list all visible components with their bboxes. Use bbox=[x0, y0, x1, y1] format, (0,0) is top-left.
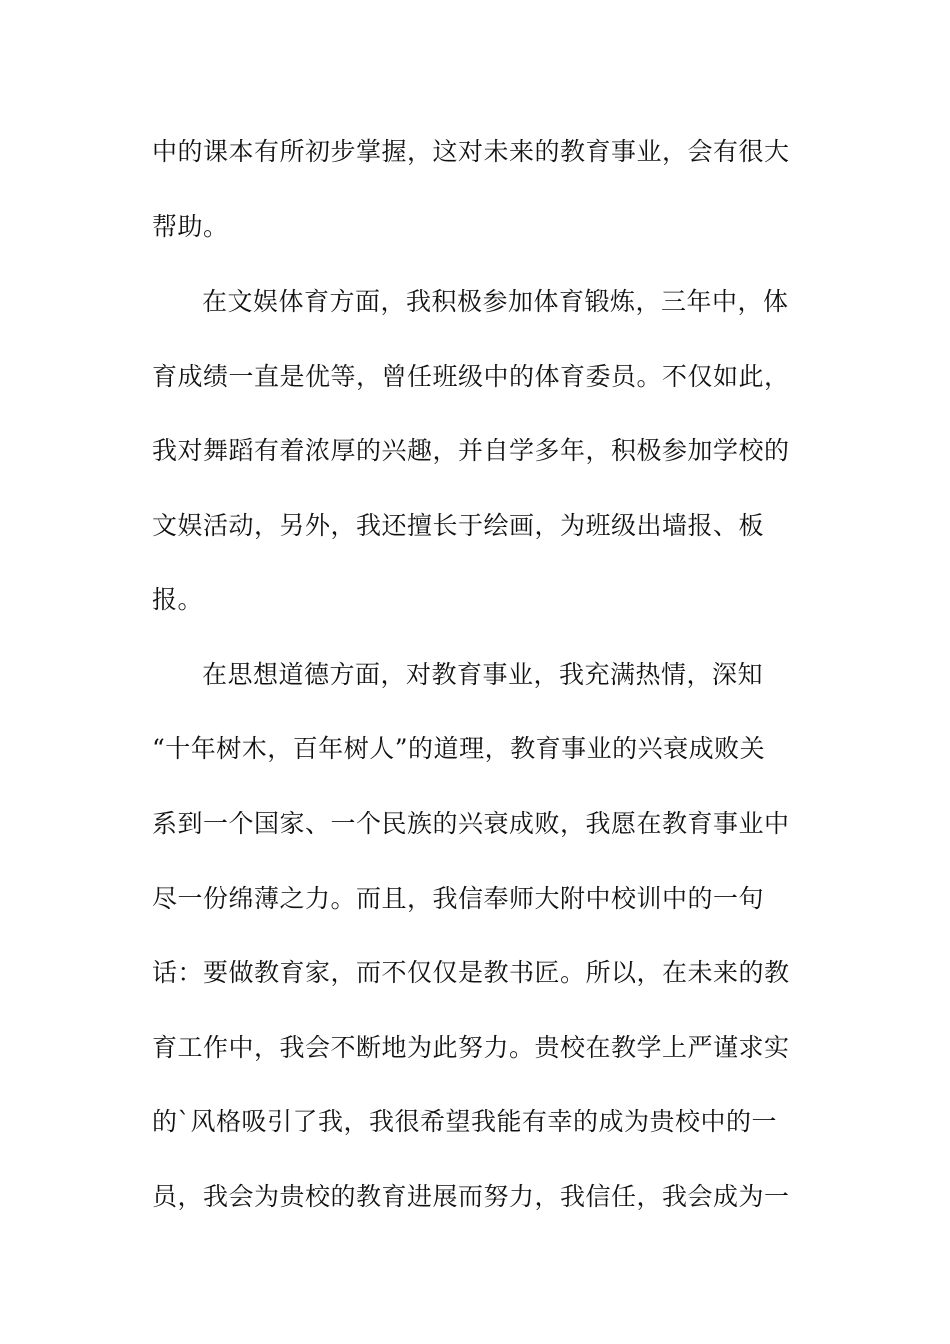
text-line: 话：要做教育家，而不仅仅是教书匠。所以，在未来的教 bbox=[152, 958, 790, 987]
paragraph-start-line: 在思想道德方面，对教育事业，我充满热情，深知 bbox=[202, 660, 764, 689]
paragraph-start-line: 在文娱体育方面，我积极参加体育锻炼，三年中，体 bbox=[202, 287, 789, 316]
text-line: 报。 bbox=[152, 585, 204, 614]
text-line: 帮助。 bbox=[152, 212, 229, 241]
text-line: 中的课本有所初步掌握，这对未来的教育事业，会有很大 bbox=[152, 137, 790, 166]
text-line: 育成绩一直是优等，曾任班级中的体育委员。不仅如此， bbox=[152, 362, 790, 391]
text-line: 文娱活动，另外，我还擅长于绘画，为班级出墙报、板 bbox=[152, 511, 765, 540]
text-line: 的`风格吸引了我，我很希望我能有幸的成为贵校中的一 bbox=[152, 1107, 778, 1136]
text-line: 员，我会为贵校的教育进展而努力，我信任，我会成为一 bbox=[152, 1182, 790, 1211]
text-line: 我对舞蹈有着浓厚的兴趣，并自学多年，积极参加学校的 bbox=[152, 436, 790, 465]
text-line: 尽一份绵薄之力。而且，我信奉师大附中校训中的一句 bbox=[152, 884, 765, 913]
text-line: “十年树木，百年树人”的道理，教育事业的兴衰成败关 bbox=[152, 734, 766, 763]
text-line: 育工作中，我会不断地为此努力。贵校在教学上严谨求实 bbox=[152, 1033, 790, 1062]
text-line: 系到一个国家、一个民族的兴衰成败，我愿在教育事业中 bbox=[152, 809, 790, 838]
